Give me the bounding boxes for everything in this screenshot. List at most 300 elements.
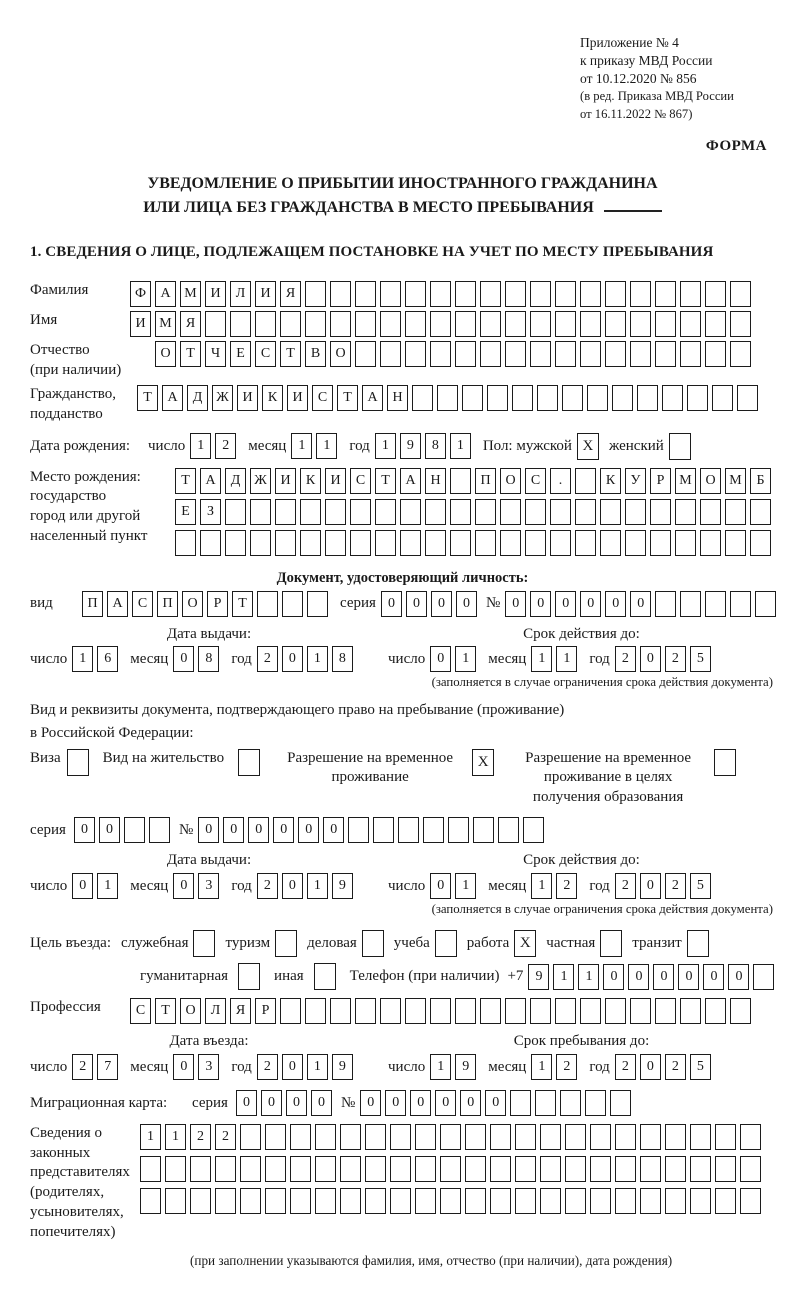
cell[interactable] [475,530,496,556]
cell[interactable] [630,341,651,367]
cell[interactable] [680,281,701,307]
cell[interactable] [280,998,301,1024]
cell[interactable]: 2 [72,1054,93,1080]
cell[interactable]: 0 [485,1090,506,1116]
cell[interactable] [740,1124,761,1150]
cell[interactable]: 2 [665,873,686,899]
purpose-private-checkbox[interactable] [600,930,622,957]
cell[interactable] [487,385,508,411]
cell[interactable] [655,281,676,307]
cell[interactable]: М [155,311,176,337]
cell[interactable] [640,1188,661,1214]
res-valid-month-cells[interactable] [531,873,581,899]
res-valid-day-cells[interactable] [430,873,480,899]
birth-year-cells[interactable] [375,433,475,459]
cell[interactable] [165,1156,186,1182]
cell[interactable]: 0 [323,817,344,843]
cell[interactable]: 0 [505,591,526,617]
birth-place-row1[interactable] [175,468,775,494]
cell[interactable]: 1 [291,433,312,459]
cell[interactable] [525,499,546,525]
cell[interactable]: С [350,468,371,494]
cell[interactable] [515,1124,536,1150]
cell[interactable] [355,341,376,367]
cell[interactable] [662,385,683,411]
cell[interactable]: 0 [456,591,477,617]
cell[interactable] [605,998,626,1024]
cell[interactable]: 2 [665,646,686,672]
cell[interactable] [590,1156,611,1182]
cell[interactable] [700,530,721,556]
cell[interactable] [305,311,326,337]
cell[interactable] [665,1156,686,1182]
cell[interactable] [390,1124,411,1150]
cell[interactable] [149,817,170,843]
cell[interactable] [365,1124,386,1150]
cell[interactable]: П [157,591,178,617]
cell[interactable] [610,1090,631,1116]
cell[interactable] [315,1156,336,1182]
cell[interactable]: 0 [435,1090,456,1116]
cell[interactable] [705,281,726,307]
cell[interactable] [490,1188,511,1214]
cell[interactable]: 1 [72,646,93,672]
cell[interactable]: 0 [640,873,661,899]
cell[interactable]: Т [137,385,158,411]
cell[interactable] [605,311,626,337]
cell[interactable] [255,311,276,337]
cell[interactable] [305,998,326,1024]
cell[interactable]: 0 [630,591,651,617]
cell[interactable]: 0 [431,591,452,617]
cell[interactable]: 0 [236,1090,257,1116]
representatives-row3[interactable] [140,1188,765,1214]
cell[interactable] [665,1188,686,1214]
cell[interactable]: Я [180,311,201,337]
cell[interactable] [230,311,251,337]
cell[interactable]: 0 [678,964,699,990]
cell[interactable] [700,499,721,525]
purpose-commercial-checkbox[interactable] [362,930,384,957]
cell[interactable] [600,499,621,525]
cell[interactable] [680,311,701,337]
cell[interactable]: А [107,591,128,617]
cell[interactable] [615,1124,636,1150]
cell[interactable]: Я [280,281,301,307]
cell[interactable]: 2 [615,873,636,899]
cell[interactable]: М [180,281,201,307]
cell[interactable] [205,311,226,337]
cell[interactable] [705,311,726,337]
cell[interactable]: Т [232,591,253,617]
cell[interactable] [365,1156,386,1182]
doc-series-cells[interactable] [381,591,481,617]
cell[interactable]: 9 [455,1054,476,1080]
cell[interactable]: О [180,998,201,1024]
cell[interactable]: Р [207,591,228,617]
cell[interactable]: 1 [307,1054,328,1080]
cell[interactable] [575,530,596,556]
cell[interactable] [555,281,576,307]
cell[interactable]: Е [175,499,196,525]
cell[interactable] [405,998,426,1024]
cell[interactable]: К [600,468,621,494]
cell[interactable] [498,817,519,843]
cell[interactable] [705,591,726,617]
cell[interactable] [325,499,346,525]
cell[interactable] [340,1124,361,1150]
cell[interactable]: Д [225,468,246,494]
cell[interactable]: 1 [307,646,328,672]
cell[interactable] [515,1156,536,1182]
cell[interactable]: И [130,311,151,337]
cell[interactable] [462,385,483,411]
cell[interactable]: 0 [223,817,244,843]
cell[interactable] [540,1124,561,1150]
cell[interactable] [500,499,521,525]
cell[interactable]: З [200,499,221,525]
cell[interactable]: С [255,341,276,367]
cell[interactable] [305,281,326,307]
cell[interactable] [275,530,296,556]
cell[interactable] [140,1188,161,1214]
cell[interactable] [190,1188,211,1214]
cell[interactable]: 0 [286,1090,307,1116]
cell[interactable]: 2 [615,1054,636,1080]
cell[interactable]: 2 [257,1054,278,1080]
cell[interactable]: Р [255,998,276,1024]
cell[interactable] [400,530,421,556]
cell[interactable] [705,341,726,367]
cell[interactable]: 0 [72,873,93,899]
cell[interactable] [355,311,376,337]
cell[interactable] [580,998,601,1024]
cell[interactable] [505,998,526,1024]
cell[interactable]: 1 [375,433,396,459]
cell[interactable]: Т [175,468,196,494]
cell[interactable] [480,281,501,307]
res-number-cells[interactable] [198,817,548,843]
cell[interactable] [455,998,476,1024]
cell[interactable] [715,1156,736,1182]
cell[interactable]: 0 [282,646,303,672]
cell[interactable] [480,998,501,1024]
cell[interactable]: 0 [311,1090,332,1116]
cell[interactable] [665,1124,686,1150]
profession-cells[interactable] [130,998,755,1024]
cell[interactable] [630,998,651,1024]
cell[interactable]: А [200,468,221,494]
cell[interactable] [550,530,571,556]
cell[interactable]: 1 [316,433,337,459]
cell[interactable] [425,530,446,556]
cell[interactable]: 1 [140,1124,161,1150]
cell[interactable] [480,311,501,337]
cell[interactable] [340,1188,361,1214]
entry-year-cells[interactable] [257,1054,357,1080]
cell[interactable] [240,1124,261,1150]
cell[interactable] [555,998,576,1024]
cell[interactable] [240,1156,261,1182]
cell[interactable] [380,341,401,367]
cell[interactable] [398,817,419,843]
cell[interactable]: 1 [455,646,476,672]
cell[interactable] [415,1156,436,1182]
cell[interactable] [290,1124,311,1150]
cell[interactable]: 0 [74,817,95,843]
cell[interactable]: О [700,468,721,494]
surname-cells[interactable] [130,281,755,307]
cell[interactable]: 6 [97,646,118,672]
cell[interactable] [290,1188,311,1214]
cell[interactable] [140,1156,161,1182]
cell[interactable] [530,341,551,367]
id-valid-day-cells[interactable] [430,646,480,672]
doc-number-cells[interactable] [505,591,780,617]
cell[interactable]: 8 [332,646,353,672]
representatives-row1[interactable] [140,1124,765,1150]
purpose-transit-checkbox[interactable] [687,930,709,957]
cell[interactable] [755,591,776,617]
cell[interactable] [655,998,676,1024]
cell[interactable]: Т [280,341,301,367]
stay-day-cells[interactable] [430,1054,480,1080]
cell[interactable] [565,1124,586,1150]
cell[interactable] [475,499,496,525]
id-issue-month-cells[interactable] [173,646,223,672]
cell[interactable] [190,1156,211,1182]
doc-kind-cells[interactable] [82,591,332,617]
cell[interactable] [225,499,246,525]
cell[interactable]: Ж [250,468,271,494]
stay-month-cells[interactable] [531,1054,581,1080]
cell[interactable] [515,1188,536,1214]
purpose-business-checkbox[interactable] [193,930,215,957]
cell[interactable] [740,1188,761,1214]
cell[interactable]: В [305,341,326,367]
cell[interactable] [500,530,521,556]
cell[interactable]: С [525,468,546,494]
purpose-work-checkbox[interactable]: X [514,930,536,957]
cell[interactable] [630,281,651,307]
stay-year-cells[interactable] [615,1054,715,1080]
cell[interactable]: П [475,468,496,494]
cell[interactable] [450,530,471,556]
visa-checkbox[interactable] [67,749,89,776]
cell[interactable]: 1 [455,873,476,899]
cell[interactable] [565,1188,586,1214]
cell[interactable] [200,530,221,556]
cell[interactable] [655,591,676,617]
cell[interactable]: Ч [205,341,226,367]
cell[interactable] [730,998,751,1024]
cell[interactable]: 0 [430,646,451,672]
cell[interactable] [615,1188,636,1214]
cell[interactable] [373,817,394,843]
cell[interactable] [355,998,376,1024]
cell[interactable]: Ж [212,385,233,411]
cell[interactable] [540,1188,561,1214]
cell[interactable]: С [132,591,153,617]
cell[interactable] [640,1156,661,1182]
cell[interactable] [530,998,551,1024]
cell[interactable] [315,1188,336,1214]
cell[interactable]: А [162,385,183,411]
cell[interactable]: У [625,468,646,494]
cell[interactable] [615,1156,636,1182]
cell[interactable] [455,281,476,307]
cell[interactable]: 0 [580,591,601,617]
mig-series-cells[interactable] [236,1090,336,1116]
cell[interactable] [225,530,246,556]
cell[interactable]: С [130,998,151,1024]
cell[interactable] [480,341,501,367]
cell[interactable] [350,530,371,556]
cell[interactable]: Л [230,281,251,307]
cell[interactable] [355,281,376,307]
cell[interactable] [637,385,658,411]
cell[interactable]: 9 [332,873,353,899]
birth-day-cells[interactable] [190,433,240,459]
cell[interactable] [250,499,271,525]
cell[interactable] [365,1188,386,1214]
cell[interactable] [650,499,671,525]
cell[interactable]: 1 [553,964,574,990]
cell[interactable]: 0 [555,591,576,617]
temp-residence-checkbox[interactable]: X [472,749,494,776]
cell[interactable]: 2 [556,873,577,899]
cell[interactable]: Т [180,341,201,367]
cell[interactable] [430,341,451,367]
cell[interactable] [510,1090,531,1116]
cell[interactable]: 1 [531,1054,552,1080]
cell[interactable] [690,1124,711,1150]
cell[interactable] [560,1090,581,1116]
cell[interactable]: И [255,281,276,307]
cell[interactable] [640,1124,661,1150]
cell[interactable]: А [362,385,383,411]
cell[interactable] [730,281,751,307]
cell[interactable] [605,341,626,367]
patronymic-cells[interactable] [155,341,755,367]
cell[interactable] [655,311,676,337]
res-valid-year-cells[interactable] [615,873,715,899]
cell[interactable]: 1 [531,873,552,899]
cell[interactable] [730,311,751,337]
cell[interactable] [712,385,733,411]
cell[interactable]: 8 [198,646,219,672]
cell[interactable]: 2 [556,1054,577,1080]
cell[interactable]: 0 [703,964,724,990]
cell[interactable] [525,530,546,556]
cell[interactable]: 0 [173,646,194,672]
cell[interactable] [537,385,558,411]
cell[interactable]: 2 [190,1124,211,1150]
cell[interactable] [315,1124,336,1150]
cell[interactable] [680,998,701,1024]
res-issue-month-cells[interactable] [173,873,223,899]
cell[interactable] [680,591,701,617]
cell[interactable]: 2 [257,646,278,672]
cell[interactable] [655,341,676,367]
cell[interactable] [380,311,401,337]
entry-day-cells[interactable] [72,1054,122,1080]
cell[interactable]: 0 [406,591,427,617]
cell[interactable] [580,281,601,307]
cell[interactable] [350,499,371,525]
cell[interactable] [375,499,396,525]
cell[interactable] [390,1188,411,1214]
cell[interactable] [215,1188,236,1214]
cell[interactable]: И [325,468,346,494]
cell[interactable] [730,341,751,367]
cell[interactable] [523,817,544,843]
cell[interactable] [505,311,526,337]
cell[interactable] [705,998,726,1024]
cell[interactable] [257,591,278,617]
cell[interactable]: О [330,341,351,367]
res-series-cells[interactable] [74,817,174,843]
cell[interactable]: 3 [198,1054,219,1080]
cell[interactable]: 0 [198,817,219,843]
cell[interactable] [587,385,608,411]
cell[interactable] [555,341,576,367]
phone-cells[interactable] [528,964,778,990]
cell[interactable]: М [675,468,696,494]
id-valid-year-cells[interactable] [615,646,715,672]
cell[interactable] [490,1124,511,1150]
cell[interactable]: 9 [528,964,549,990]
cell[interactable] [465,1124,486,1150]
cell[interactable] [490,1156,511,1182]
cell[interactable]: 0 [282,1054,303,1080]
cell[interactable]: . [550,468,571,494]
cell[interactable] [550,499,571,525]
cell[interactable] [555,311,576,337]
cell[interactable] [280,311,301,337]
cell[interactable] [124,817,145,843]
cell[interactable]: 2 [257,873,278,899]
cell[interactable] [687,385,708,411]
purpose-humanitarian-checkbox[interactable] [238,963,260,990]
cell[interactable] [530,311,551,337]
cell[interactable]: 0 [248,817,269,843]
cell[interactable] [275,499,296,525]
cell[interactable]: Б [750,468,771,494]
cell[interactable]: И [275,468,296,494]
cell[interactable] [440,1156,461,1182]
cell[interactable] [405,281,426,307]
cell[interactable]: 1 [307,873,328,899]
cell[interactable] [565,1156,586,1182]
representatives-row2[interactable] [140,1156,765,1182]
cell[interactable]: 1 [430,1054,451,1080]
cell[interactable] [575,468,596,494]
cell[interactable] [715,1188,736,1214]
cell[interactable] [562,385,583,411]
res-issue-day-cells[interactable] [72,873,122,899]
female-checkbox[interactable] [669,433,691,460]
cell[interactable] [448,817,469,843]
temp-residence-edu-checkbox[interactable] [714,749,736,776]
cell[interactable]: 9 [332,1054,353,1080]
birth-month-cells[interactable] [291,433,341,459]
cell[interactable] [330,998,351,1024]
cell[interactable]: И [237,385,258,411]
cell[interactable] [440,1188,461,1214]
cell[interactable]: 0 [381,591,402,617]
cell[interactable] [215,1156,236,1182]
